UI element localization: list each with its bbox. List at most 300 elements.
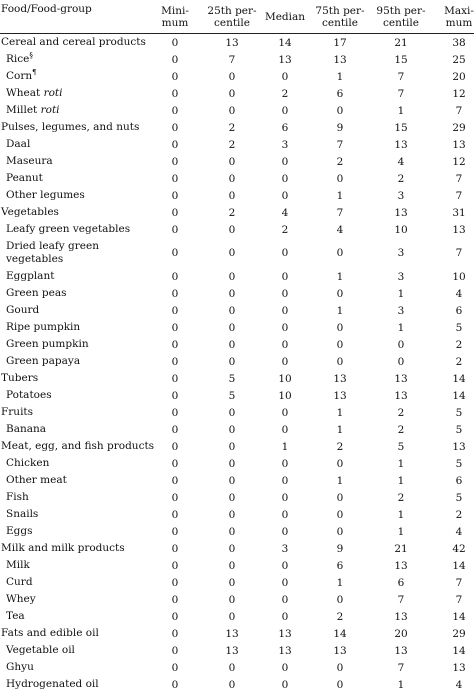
cell-minimum: 0 bbox=[171, 372, 179, 385]
food-item-label: Corn¶ bbox=[6, 68, 37, 82]
table-row bbox=[0, 574, 474, 591]
cell-maximum: 13 bbox=[452, 138, 466, 151]
table-row bbox=[0, 591, 474, 608]
cell-maximum: 25 bbox=[452, 53, 466, 66]
cell-minimum: 0 bbox=[171, 138, 179, 151]
cell-maximum: 7 bbox=[455, 593, 463, 606]
cell-median: 2 bbox=[281, 223, 289, 236]
cell-p25: 0 bbox=[228, 457, 236, 470]
food-group-label: Pulses, legumes, and nuts bbox=[1, 121, 140, 133]
food-item-label: Ripe pumpkin bbox=[6, 321, 81, 333]
cell-p75: 4 bbox=[336, 223, 344, 236]
cell-p75: 0 bbox=[336, 457, 344, 470]
cell-p75: 0 bbox=[336, 338, 344, 351]
cell-median: 3 bbox=[281, 542, 289, 555]
cell-p75: 13 bbox=[333, 53, 347, 66]
cell-maximum: 12 bbox=[452, 87, 466, 100]
cell-p25: 0 bbox=[228, 525, 236, 538]
cell-p95: 7 bbox=[397, 70, 405, 83]
table-row bbox=[0, 302, 474, 319]
cell-median: 0 bbox=[281, 155, 289, 168]
food-group-label: Fruits bbox=[1, 406, 34, 418]
cell-maximum: 6 bbox=[455, 304, 463, 317]
cell-median: 0 bbox=[281, 491, 289, 504]
cell-minimum: 0 bbox=[171, 304, 179, 317]
food-group-label: Cereal and cereal products bbox=[1, 36, 146, 48]
cell-p75: 0 bbox=[336, 661, 344, 674]
cell-p25: 0 bbox=[228, 508, 236, 521]
cell-minimum: 0 bbox=[171, 189, 179, 202]
food-item-label: Milk bbox=[6, 559, 30, 571]
cell-maximum: 38 bbox=[452, 36, 466, 49]
cell-median: 2 bbox=[281, 87, 289, 100]
table-row bbox=[0, 68, 474, 85]
cell-p75: 9 bbox=[336, 121, 344, 134]
cell-maximum: 13 bbox=[452, 661, 466, 674]
cell-p75: 1 bbox=[336, 70, 344, 83]
cell-p75: 1 bbox=[336, 189, 344, 202]
food-item-label: Dried leafy green vegetables bbox=[6, 240, 99, 265]
cell-maximum: 14 bbox=[452, 644, 466, 657]
table-row bbox=[0, 319, 474, 336]
food-item-label: Potatoes bbox=[6, 389, 52, 401]
cell-maximum: 42 bbox=[452, 542, 466, 555]
header-food-group: Food/Food-group bbox=[1, 3, 92, 15]
food-item-label: Eggplant bbox=[6, 270, 55, 282]
table-row bbox=[0, 489, 474, 506]
cell-median: 13 bbox=[278, 627, 292, 640]
food-item-label: Hydrogenated oil bbox=[6, 678, 99, 690]
cell-maximum: 31 bbox=[452, 206, 466, 219]
cell-median: 0 bbox=[281, 678, 289, 691]
table-row bbox=[0, 659, 474, 676]
food-item-label: Wheat roti bbox=[6, 87, 63, 99]
cell-p95: 0 bbox=[397, 338, 405, 351]
cell-p95: 15 bbox=[394, 53, 408, 66]
cell-p25: 0 bbox=[228, 189, 236, 202]
cell-minimum: 0 bbox=[171, 53, 179, 66]
cell-maximum: 14 bbox=[452, 372, 466, 385]
cell-median: 0 bbox=[281, 270, 289, 283]
cell-p95: 13 bbox=[394, 644, 408, 657]
table-row bbox=[0, 642, 474, 659]
cell-p25: 5 bbox=[228, 372, 236, 385]
cell-maximum: 29 bbox=[452, 121, 466, 134]
cell-p95: 3 bbox=[397, 270, 405, 283]
cell-p25: 13 bbox=[225, 644, 239, 657]
cell-p25: 7 bbox=[228, 53, 236, 66]
food-item-label: Eggs bbox=[6, 525, 33, 537]
cell-minimum: 0 bbox=[171, 355, 179, 368]
cell-p95: 5 bbox=[397, 440, 405, 453]
cell-p25: 0 bbox=[228, 104, 236, 117]
table-row bbox=[0, 387, 474, 404]
cell-maximum: 7 bbox=[455, 247, 463, 259]
food-item-label: Other legumes bbox=[6, 189, 85, 201]
food-item-label: Daal bbox=[6, 138, 31, 150]
header-95th-percentile: 95th per- centile bbox=[376, 4, 426, 29]
header-median: Median bbox=[264, 10, 306, 23]
cell-median: 0 bbox=[281, 610, 289, 623]
cell-p75: 1 bbox=[336, 474, 344, 487]
cell-p25: 0 bbox=[228, 440, 236, 453]
food-item-label: Green peas bbox=[6, 287, 67, 299]
table-row bbox=[0, 557, 474, 574]
cell-maximum: 7 bbox=[455, 172, 463, 185]
cell-p75: 1 bbox=[336, 406, 344, 419]
cell-p95: 20 bbox=[394, 627, 408, 640]
food-group-label: Vegetables bbox=[1, 206, 59, 218]
table-row bbox=[0, 625, 474, 642]
table-row bbox=[0, 119, 474, 136]
cell-median: 0 bbox=[281, 247, 289, 259]
cell-maximum: 13 bbox=[452, 440, 466, 453]
cell-minimum: 0 bbox=[171, 70, 179, 83]
cell-p95: 2 bbox=[397, 172, 405, 185]
header-maximum: Maxi- mum bbox=[444, 4, 474, 29]
cell-p25: 0 bbox=[228, 270, 236, 283]
table-row bbox=[0, 153, 474, 170]
cell-maximum: 4 bbox=[455, 525, 463, 538]
cell-p95: 3 bbox=[397, 304, 405, 317]
cell-p75: 1 bbox=[336, 270, 344, 283]
food-item-label: Fish bbox=[6, 491, 29, 503]
food-item-label: Ghyu bbox=[6, 661, 34, 673]
cell-minimum: 0 bbox=[171, 661, 179, 674]
table-row bbox=[0, 455, 474, 472]
cell-minimum: 0 bbox=[171, 440, 179, 453]
cell-p95: 7 bbox=[397, 87, 405, 100]
cell-minimum: 0 bbox=[171, 121, 179, 134]
cell-p75: 0 bbox=[336, 508, 344, 521]
food-item-label: Snails bbox=[6, 508, 39, 520]
cell-median: 0 bbox=[281, 576, 289, 589]
cell-p95: 6 bbox=[397, 576, 405, 589]
food-item-label: Banana bbox=[6, 423, 47, 435]
food-group-label: Tubers bbox=[1, 372, 39, 384]
cell-median: 0 bbox=[281, 321, 289, 334]
cell-minimum: 0 bbox=[171, 423, 179, 436]
cell-p25: 2 bbox=[228, 121, 236, 134]
cell-p75: 1 bbox=[336, 423, 344, 436]
cell-minimum: 0 bbox=[171, 338, 179, 351]
cell-maximum: 2 bbox=[455, 508, 463, 521]
cell-p75: 13 bbox=[333, 644, 347, 657]
cell-median: 10 bbox=[278, 372, 292, 385]
cell-minimum: 0 bbox=[171, 593, 179, 606]
cell-p95: 15 bbox=[394, 121, 408, 134]
cell-p95: 1 bbox=[397, 508, 405, 521]
cell-median: 0 bbox=[281, 508, 289, 521]
cell-p75: 0 bbox=[336, 593, 344, 606]
cell-p25: 0 bbox=[228, 355, 236, 368]
cell-p95: 1 bbox=[397, 525, 405, 538]
cell-median: 0 bbox=[281, 338, 289, 351]
cell-p25: 0 bbox=[228, 593, 236, 606]
cell-p75: 6 bbox=[336, 559, 344, 572]
cell-maximum: 6 bbox=[455, 474, 463, 487]
table-row bbox=[0, 370, 474, 387]
cell-p75: 7 bbox=[336, 206, 344, 219]
cell-median: 4 bbox=[281, 206, 289, 219]
cell-minimum: 0 bbox=[171, 206, 179, 219]
cell-median: 0 bbox=[281, 593, 289, 606]
cell-maximum: 5 bbox=[455, 423, 463, 436]
cell-p25: 0 bbox=[228, 678, 236, 691]
cell-minimum: 0 bbox=[171, 457, 179, 470]
cell-p25: 0 bbox=[228, 661, 236, 674]
cell-maximum: 20 bbox=[452, 70, 466, 83]
table-header bbox=[0, 0, 474, 34]
cell-maximum: 5 bbox=[455, 321, 463, 334]
food-item-label: Green pumpkin bbox=[6, 338, 89, 350]
cell-p95: 13 bbox=[394, 372, 408, 385]
cell-p75: 0 bbox=[336, 355, 344, 368]
cell-maximum: 29 bbox=[452, 627, 466, 640]
table-row bbox=[0, 285, 474, 302]
cell-p95: 1 bbox=[397, 104, 405, 117]
cell-minimum: 0 bbox=[171, 155, 179, 168]
cell-minimum: 0 bbox=[171, 525, 179, 538]
cell-p25: 0 bbox=[228, 287, 236, 300]
table-row bbox=[0, 472, 474, 489]
footnote-mark: ¶ bbox=[32, 68, 37, 77]
table-row bbox=[0, 336, 474, 353]
cell-minimum: 0 bbox=[171, 678, 179, 691]
cell-p75: 2 bbox=[336, 610, 344, 623]
cell-p25: 2 bbox=[228, 206, 236, 219]
cell-maximum: 4 bbox=[455, 287, 463, 300]
table-row bbox=[0, 170, 474, 187]
cell-minimum: 0 bbox=[171, 542, 179, 555]
cell-p75: 0 bbox=[336, 491, 344, 504]
cell-p25: 0 bbox=[228, 247, 236, 259]
cell-maximum: 7 bbox=[455, 576, 463, 589]
cell-p95: 13 bbox=[394, 559, 408, 572]
cell-median: 0 bbox=[281, 70, 289, 83]
cell-median: 0 bbox=[281, 423, 289, 436]
cell-p25: 0 bbox=[228, 423, 236, 436]
table-row bbox=[0, 404, 474, 421]
cell-p75: 9 bbox=[336, 542, 344, 555]
cell-minimum: 0 bbox=[171, 627, 179, 640]
cell-minimum: 0 bbox=[171, 36, 179, 49]
cell-minimum: 0 bbox=[171, 247, 179, 259]
cell-p95: 2 bbox=[397, 406, 405, 419]
cell-p25: 2 bbox=[228, 138, 236, 151]
cell-p25: 0 bbox=[228, 559, 236, 572]
cell-minimum: 0 bbox=[171, 104, 179, 117]
cell-p95: 13 bbox=[394, 138, 408, 151]
cell-p95: 13 bbox=[394, 206, 408, 219]
cell-p95: 7 bbox=[397, 593, 405, 606]
cell-median: 1 bbox=[281, 440, 289, 453]
food-item-label: Other meat bbox=[6, 474, 67, 486]
cell-p75: 13 bbox=[333, 389, 347, 402]
cell-maximum: 2 bbox=[455, 355, 463, 368]
cell-p95: 2 bbox=[397, 491, 405, 504]
cell-p75: 2 bbox=[336, 440, 344, 453]
cell-median: 0 bbox=[281, 406, 289, 419]
cell-median: 13 bbox=[278, 644, 292, 657]
cell-p25: 0 bbox=[228, 338, 236, 351]
cell-p75: 13 bbox=[333, 372, 347, 385]
food-item-label: Millet roti bbox=[6, 104, 60, 116]
table-row bbox=[0, 238, 474, 268]
table-row bbox=[0, 85, 474, 102]
cell-median: 0 bbox=[281, 304, 289, 317]
cell-minimum: 0 bbox=[171, 389, 179, 402]
cell-maximum: 5 bbox=[455, 491, 463, 504]
cell-p75: 7 bbox=[336, 138, 344, 151]
cell-p95: 3 bbox=[397, 189, 405, 202]
cell-p95: 10 bbox=[394, 223, 408, 236]
header-minimum: Mini- mum bbox=[161, 4, 189, 29]
cell-median: 0 bbox=[281, 172, 289, 185]
cell-p95: 1 bbox=[397, 678, 405, 691]
food-item-label: Curd bbox=[6, 576, 33, 588]
cell-p95: 2 bbox=[397, 423, 405, 436]
cell-maximum: 7 bbox=[455, 104, 463, 117]
food-group-label: Meat, egg, and fish products bbox=[1, 440, 155, 452]
cell-p75: 0 bbox=[336, 104, 344, 117]
cell-p75: 0 bbox=[336, 247, 344, 259]
cell-maximum: 14 bbox=[452, 559, 466, 572]
cell-p95: 7 bbox=[397, 661, 405, 674]
cell-maximum: 10 bbox=[452, 270, 466, 283]
food-item-label: Tea bbox=[6, 610, 25, 622]
table-row bbox=[0, 268, 474, 285]
cell-minimum: 0 bbox=[171, 321, 179, 334]
cell-minimum: 0 bbox=[171, 406, 179, 419]
cell-p95: 1 bbox=[397, 457, 405, 470]
cell-minimum: 0 bbox=[171, 559, 179, 572]
cell-maximum: 14 bbox=[452, 610, 466, 623]
table-row bbox=[0, 204, 474, 221]
cell-p25: 0 bbox=[228, 576, 236, 589]
cell-maximum: 14 bbox=[452, 389, 466, 402]
cell-minimum: 0 bbox=[171, 491, 179, 504]
cell-p25: 0 bbox=[228, 155, 236, 168]
cell-maximum: 7 bbox=[455, 189, 463, 202]
table-row bbox=[0, 187, 474, 204]
cell-median: 0 bbox=[281, 559, 289, 572]
cell-p25: 0 bbox=[228, 321, 236, 334]
cell-maximum: 2 bbox=[455, 338, 463, 351]
header-75th-percentile: 75th per- centile bbox=[315, 4, 365, 29]
cell-median: 6 bbox=[281, 121, 289, 134]
food-item-label: Chicken bbox=[6, 457, 50, 469]
cell-p25: 0 bbox=[228, 610, 236, 623]
cell-median: 0 bbox=[281, 457, 289, 470]
cell-p75: 1 bbox=[336, 576, 344, 589]
cell-p25: 13 bbox=[225, 627, 239, 640]
cell-median: 0 bbox=[281, 474, 289, 487]
food-item-label: Vegetable oil bbox=[6, 644, 75, 656]
cell-minimum: 0 bbox=[171, 576, 179, 589]
table-row bbox=[0, 34, 474, 51]
cell-p75: 0 bbox=[336, 172, 344, 185]
food-group-label: Fats and edible oil bbox=[1, 627, 99, 639]
table-row bbox=[0, 438, 474, 455]
cell-p75: 17 bbox=[333, 36, 347, 49]
cell-minimum: 0 bbox=[171, 87, 179, 100]
cell-p95: 21 bbox=[394, 542, 408, 555]
cell-p25: 0 bbox=[228, 304, 236, 317]
cell-p75: 1 bbox=[336, 304, 344, 317]
food-item-label: Green papaya bbox=[6, 355, 81, 367]
table-row bbox=[0, 608, 474, 625]
food-item-label: Whey bbox=[6, 593, 36, 605]
header-25th-percentile: 25th per- centile bbox=[207, 4, 257, 29]
food-item-label: Gourd bbox=[6, 304, 40, 316]
food-item-label: Rice§ bbox=[6, 51, 33, 65]
cell-maximum: 5 bbox=[455, 457, 463, 470]
food-group-label: Milk and milk products bbox=[1, 542, 125, 554]
cell-p75: 0 bbox=[336, 678, 344, 691]
food-item-label: Maseura bbox=[6, 155, 53, 167]
cell-p75: 14 bbox=[333, 627, 347, 640]
cell-p25: 0 bbox=[228, 406, 236, 419]
cell-p95: 13 bbox=[394, 610, 408, 623]
cell-minimum: 0 bbox=[171, 223, 179, 236]
cell-p25: 5 bbox=[228, 389, 236, 402]
cell-minimum: 0 bbox=[171, 644, 179, 657]
cell-p75: 6 bbox=[336, 87, 344, 100]
cell-maximum: 5 bbox=[455, 406, 463, 419]
cell-p95: 21 bbox=[394, 36, 408, 49]
cell-maximum: 12 bbox=[452, 155, 466, 168]
cell-p25: 0 bbox=[228, 172, 236, 185]
cell-p95: 0 bbox=[397, 355, 405, 368]
cell-p95: 1 bbox=[397, 321, 405, 334]
cell-p25: 0 bbox=[228, 223, 236, 236]
cell-median: 0 bbox=[281, 661, 289, 674]
cell-p75: 0 bbox=[336, 321, 344, 334]
table-row bbox=[0, 102, 474, 119]
cell-p25: 0 bbox=[228, 70, 236, 83]
table-row bbox=[0, 523, 474, 540]
table-row bbox=[0, 353, 474, 370]
cell-median: 3 bbox=[281, 138, 289, 151]
cell-p25: 0 bbox=[228, 542, 236, 555]
cell-median: 0 bbox=[281, 525, 289, 538]
cell-p95: 3 bbox=[397, 247, 405, 259]
cell-maximum: 4 bbox=[455, 678, 463, 691]
food-item-label: Leafy green vegetables bbox=[6, 223, 131, 235]
cell-median: 0 bbox=[281, 287, 289, 300]
cell-p95: 1 bbox=[397, 474, 405, 487]
cell-minimum: 0 bbox=[171, 610, 179, 623]
footnote-mark: § bbox=[29, 51, 33, 60]
cell-minimum: 0 bbox=[171, 508, 179, 521]
cell-p25: 0 bbox=[228, 474, 236, 487]
table-row bbox=[0, 51, 474, 68]
cell-p75: 2 bbox=[336, 155, 344, 168]
cell-p95: 4 bbox=[397, 155, 405, 168]
cell-median: 10 bbox=[278, 389, 292, 402]
cell-p95: 13 bbox=[394, 389, 408, 402]
table-body bbox=[0, 34, 474, 693]
cell-p95: 1 bbox=[397, 287, 405, 300]
cell-median: 0 bbox=[281, 355, 289, 368]
table-row bbox=[0, 136, 474, 153]
cell-p25: 0 bbox=[228, 87, 236, 100]
cell-median: 0 bbox=[281, 189, 289, 202]
table-row bbox=[0, 506, 474, 523]
cell-p25: 0 bbox=[228, 491, 236, 504]
table-row bbox=[0, 540, 474, 557]
